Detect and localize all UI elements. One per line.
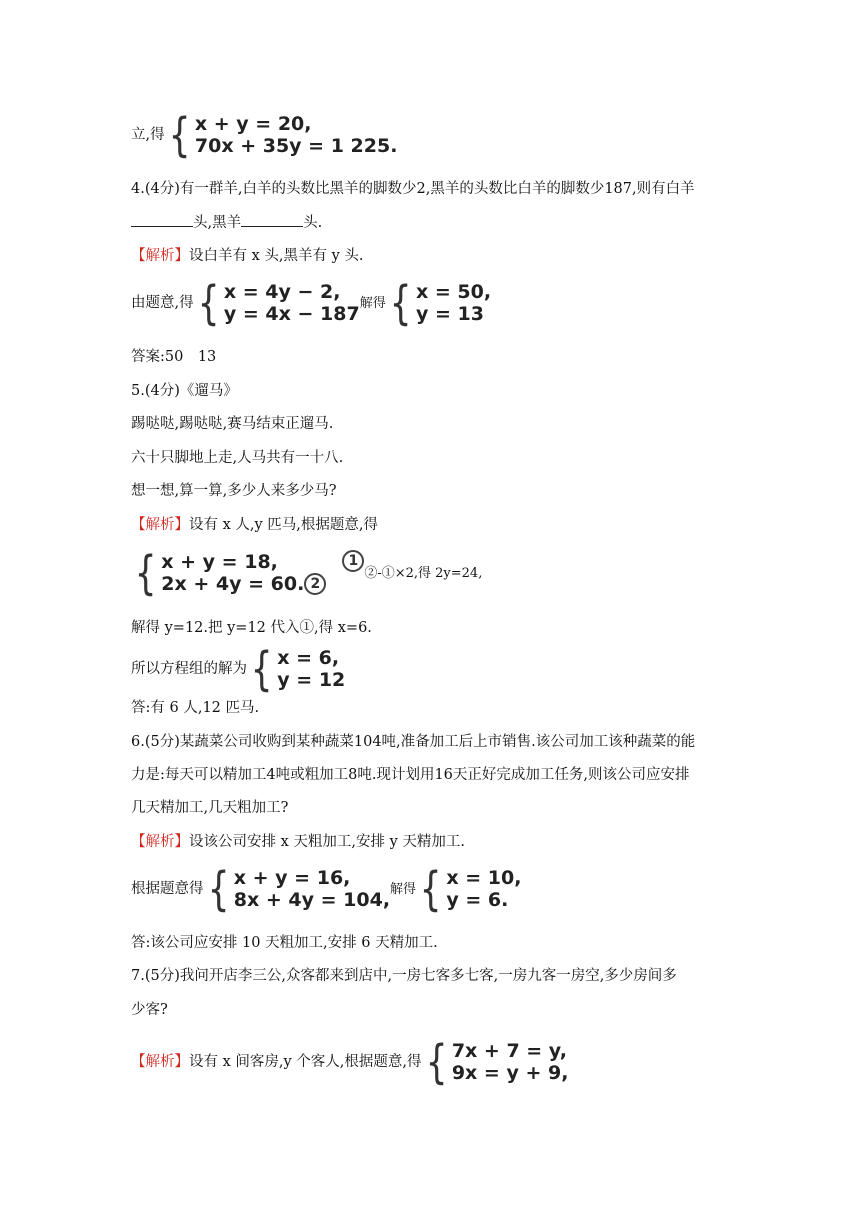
q6-question-line2: 力是:每天可以精加工4吨或粗加工8吨.现计划用16天正好完成加工任务,则该公司应安排	[131, 767, 690, 783]
q5-analysis: 【解析】设有 x 人,y 匹马,根据题意,得	[131, 517, 379, 533]
circled-1-mark: 1	[342, 550, 364, 572]
q5-poem-line1: 踢哒哒,踢哒哒,赛马结束正遛马.	[131, 416, 334, 432]
q5-poem-line2: 六十只脚地上走,人马共有一十八.	[131, 450, 344, 466]
q3-prefix: 立,得	[131, 127, 165, 143]
q5-answer: 答:有 6 人,12 匹马.	[131, 700, 260, 716]
q6-solution-system: { x = 10, y = 6.	[419, 862, 522, 916]
q6-equation-system: { x + y = 16, 8x + 4y = 104,	[207, 862, 391, 916]
q7-equation-system: { 7x + 7 = y, 9x = y + 9,	[425, 1035, 569, 1089]
q6-system-line: 根据题意得 { x + y = 16, 8x + 4y = 104, 解得 { x = 10, y = 6.	[131, 862, 522, 916]
q4-question-line2: 头,黑羊 头.	[131, 212, 322, 233]
q5-solution-line: 所以方程组的解为 { x = 6, y = 12	[131, 642, 346, 696]
q4-analysis: 【解析】设白羊有 x 头,黑羊有 y 头.	[131, 248, 364, 264]
q4-equation-system: { x = 4y − 2, y = 4x − 187	[197, 276, 360, 330]
q6-question-line1: 6.(5分)某蔬菜公司收购到某种蔬菜104吨,准备加工后上市销售.该公司加工该种蔬菜的能	[131, 734, 696, 750]
q5-system-line: { x + y = 18, 2x + 4y = 60. 2 1②-①×2,得 2y=24,	[131, 550, 482, 596]
circled-2-mark: 2	[304, 573, 326, 595]
q3-eq1: x + y = 20,	[194, 113, 312, 135]
analysis-tag: 【解析】	[131, 517, 189, 533]
q7-question-line2: 少客?	[131, 1002, 168, 1018]
q4-blank-2	[241, 212, 303, 227]
q4-blank-1	[131, 212, 193, 227]
q3-eq2: 70x + 35y = 1 225.	[194, 135, 398, 157]
q6-answer: 答:该公司应安排 10 天粗加工,安排 6 天精加工.	[131, 935, 438, 951]
q4-system-line: 由题意,得 { x = 4y − 2, y = 4x − 187 解得 { x = 50, y = 13	[131, 276, 492, 330]
q7-question-line1: 7.(5分)我问开店李三公,众客都来到店中,一房七客多七客,一房九客一房空,多少房间多	[131, 968, 677, 984]
q5-poem-line3: 想一想,算一算,多少人来多少马?	[131, 483, 337, 499]
analysis-tag: 【解析】	[131, 1054, 189, 1070]
q5-solve-line: 解得 y=12.把 y=12 代入①,得 x=6.	[131, 620, 372, 636]
q6-question-line3: 几天精加工,几天粗加工?	[131, 800, 289, 816]
analysis-tag: 【解析】	[131, 248, 189, 264]
q4-answer: 答案:50 13	[131, 349, 217, 365]
q3-equation-system: { x + y = 20, 70x + 35y = 1 225.	[168, 108, 398, 162]
q4-solution-system: { x = 50, y = 13	[389, 276, 492, 330]
q4-question-line1: 4.(4分)有一群羊,白羊的头数比黑羊的脚数少2,黑羊的头数比白羊的脚数少187,则有白羊	[131, 181, 695, 197]
analysis-tag: 【解析】	[131, 834, 189, 850]
q7-analysis-line: 【解析】设有 x 间客房,y 个客人,根据题意,得 { 7x + 7 = y, 9x = y + 9,	[131, 1035, 569, 1089]
q5-title: 5.(4分)《遛马》	[131, 383, 238, 399]
q5-solution-system: { x = 6, y = 12	[250, 642, 346, 696]
q6-analysis: 【解析】设该公司安排 x 天粗加工,安排 y 天精加工.	[131, 834, 466, 850]
q3-system-line	[131, 108, 398, 162]
q5-equation-system: { x + y = 18, 2x + 4y = 60. 2	[131, 550, 326, 596]
